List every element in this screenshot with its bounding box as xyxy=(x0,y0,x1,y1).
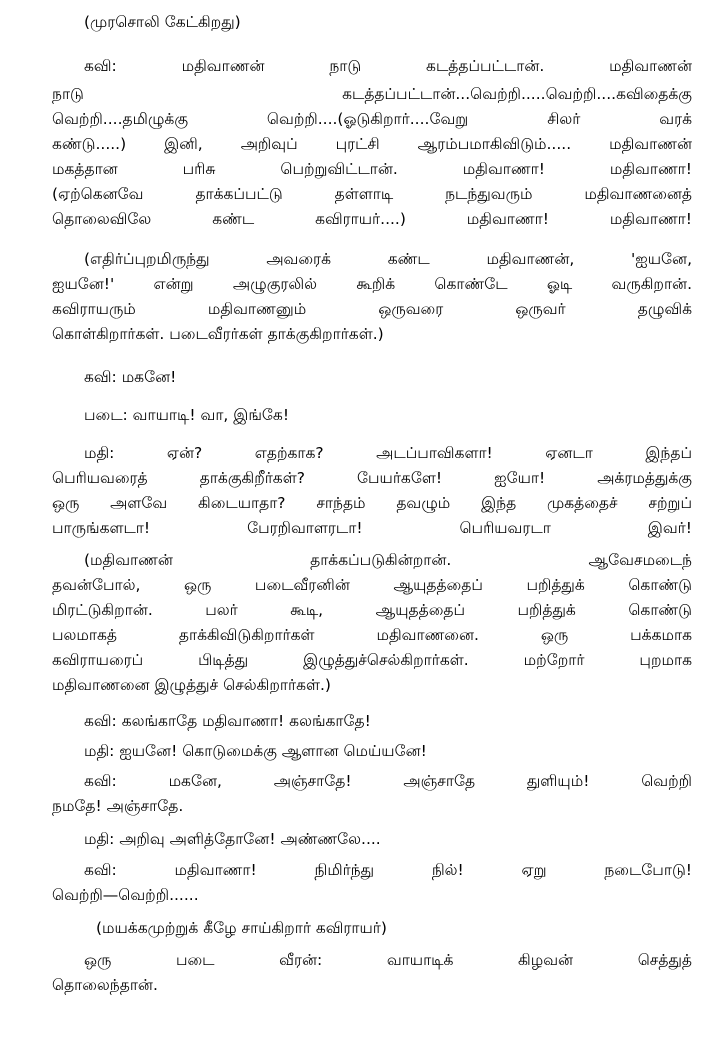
stage-direction-3: (மதிவாணன் தாக்கப்படுகின்றான். ஆவேசமடைந் xyxy=(84,551,692,569)
dialogue-kavi-1-cont: வெற்றி....தமிழுக்கு வெற்றி....(ஓடுகிறார்....வேறு சிலர் வரக் xyxy=(52,110,692,128)
stage-direction-opening: (முரசொலி கேட்கிறது) xyxy=(84,13,241,31)
dialogue-kavi-3: கவி: கலங்காதே மதிவாணா! கலங்காதே! xyxy=(84,712,371,730)
dialogue-mathi-1-cont: பாருங்களடா! பேரறிவாளரடா! பெரியவரடா இவர்! xyxy=(52,519,692,537)
dialogue-padai-1: படை: வாயாடி! வா, இங்கே! xyxy=(84,406,290,424)
dialogue-kavi-2: கவி: மகனே! xyxy=(84,368,177,386)
dialogue-kavi-5: கவி: மதிவாணா! நிமிர்ந்து நில்! ஏறு நடைபோடு! xyxy=(84,861,692,879)
dialogue-kavi-4-cont: நமதே! அஞ்சாதே. xyxy=(52,797,184,815)
stage-direction-2: (எதிர்ப்புறமிருந்து அவரைக் கண்ட மதிவாணன், 'ஐயனே, xyxy=(84,250,692,268)
stage-direction-2-cont: கவிராயரும் மதிவாணனும் ஒருவரை ஒருவர் தழுவிக் xyxy=(52,300,692,318)
dialogue-mathi-3: மதி: அறிவு அளித்தோனே! அண்ணலே.... xyxy=(84,830,381,848)
dialogue-mathi-1-cont: பெரியவரைத் தாக்குகிறீர்கள்? பேயர்களே! ஐயோ! அக்ரமத்துக்கு xyxy=(52,469,692,487)
dialogue-padai-veeran: ஒரு படை வீரன்: வாயாடிக் கிழவன் செத்துத் xyxy=(84,951,692,969)
dialogue-mathi-1-cont: ஒரு அளவே கிடையாதா? சாந்தம் தவழும் இந்த முகத்தைச் சற்றுப் xyxy=(52,494,692,512)
stage-direction-3-cont: மதிவாணனை இழுத்துச் செல்கிறார்கள்.) xyxy=(52,676,331,694)
stage-direction-2-cont: ஐயனே!' என்று அழுகுரலில் கூறிக் கொண்டே ஓடி வருகிறான். xyxy=(52,275,692,293)
dialogue-mathi-2: மதி: ஐயனே! கொடுமைக்கு ஆளான மெய்யனே! xyxy=(84,742,427,760)
dialogue-kavi-4: கவி: மகனே, அஞ்சாதே! அஞ்சாதே துளியும்! வெற்றி xyxy=(84,772,692,790)
dialogue-mathi-1: மதி: ஏன்? எதற்காக? அடப்பாவிகளா! ஏனடா இந்தப் xyxy=(84,444,692,462)
dialogue-kavi-1-cont: தொலைவிலே கண்ட கவிராயர்....) மதிவாணா! மதிவாணா! xyxy=(52,210,692,228)
dialogue-kavi-1: கவி: மதிவாணன் நாடு கடத்தப்பட்டான். மதிவாணன் xyxy=(84,57,692,75)
dialogue-kavi-5-cont: வெற்றி—வெற்றி...... xyxy=(52,886,199,904)
dialogue-kavi-1-cont: கண்டு.....) இனி, அறிவுப் புரட்சி ஆரம்பமாகிவிடும்..... மதிவாணன் xyxy=(52,135,692,153)
stage-direction-3-cont: பலமாகத் தாக்கிவிடுகிறார்கள் மதிவாணனை. ஒரு பக்கமாக xyxy=(52,626,692,644)
dialogue-kavi-1-cont: (ஏற்கெனவே தாக்கப்பட்டு தள்ளாடி நடந்துவரும் மதிவாணனைத் xyxy=(52,185,692,203)
stage-direction-4: (மயக்கமுற்றுக் கீழே சாய்கிறார் கவிராயர்) xyxy=(96,919,387,937)
stage-direction-2-cont: கொள்கிறார்கள். படைவீரர்கள் தாக்குகிறார்கள்.) xyxy=(52,325,384,343)
stage-direction-3-cont: கவிராயரைப் பிடித்து இழுத்துச்செல்கிறார்கள். மற்றோர் புறமாக xyxy=(52,651,692,669)
dialogue-padai-veeran-cont: தொலைந்தான். xyxy=(52,976,158,994)
dialogue-kavi-1-cont: மகத்தான பரிசு பெற்றுவிட்டான். மதிவாணா! மதிவாணா! xyxy=(52,160,692,178)
dialogue-kavi-1-cont: நாடு கடத்தப்பட்டான்...வெற்றி.....வெற்றி....கவிதைக்கு xyxy=(52,85,692,103)
stage-direction-3-cont: தவன்போல், ஒரு படைவீரனின் ஆயுதத்தைப் பறித்துக் கொண்டு xyxy=(52,576,692,594)
stage-direction-3-cont: மிரட்டுகிறான். பலர் கூடி, ஆயுதத்தைப் பறித்துக் கொண்டு xyxy=(52,601,692,619)
